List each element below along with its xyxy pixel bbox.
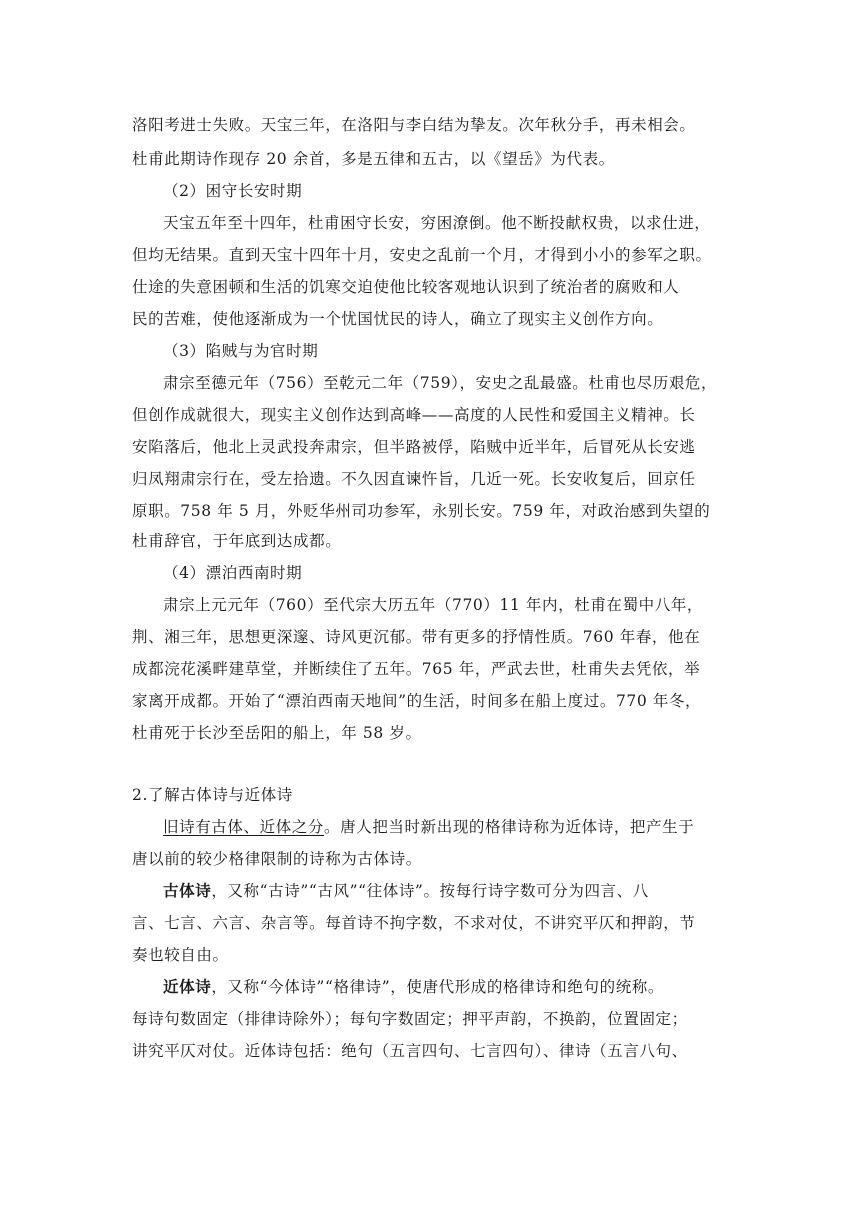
para-line — [163, 970, 664, 1004]
para-line: 天宝五年至十四年，杜甫困守长安，穷困潦倒。他不断投献权贵，以求仕进， — [163, 214, 711, 232]
section-title: 2.了解古体诗与近体诗 — [132, 786, 293, 804]
underlined-phrase: 旧诗有古体、近体之分 — [163, 818, 325, 836]
para-line: 洛阳考进士失败。天宝三年，在洛阳与李白结为挚友。次年秋分手，再未相会。 — [132, 116, 696, 134]
subheading-4: （4）漂泊西南时期 — [163, 564, 303, 582]
para-line: 杜甫此期诗作现存 20 余首，多是五律和五古，以《望岳》为代表。 — [132, 150, 615, 168]
para-line: 每诗句数固定（排律诗除外）；每句字数固定；押平声韵，不换韵，位置固定； — [132, 1010, 688, 1028]
para-line: 杜甫辞官，于年底到达成都。 — [132, 532, 342, 550]
para-line: 安陷落后，他北上灵武投奔肃宗，但半路被俘，陷贼中近半年，后冒死从长安逃 — [132, 438, 696, 456]
para-line — [163, 810, 694, 844]
para-line: 唐以前的较少格律限制的诗称为古体诗。 — [132, 850, 422, 868]
para-line: 言、七言、六言、杂言等。每首诗不拘字数，不求对仗，不讲究平仄和押韵，节 — [132, 914, 696, 932]
para-line: 但创作成就很大，现实主义创作达到高峰——高度的人民性和爱国主义精神。长 — [132, 406, 696, 424]
para-line: 成都浣花溪畔建草堂，并断续住了五年。765 年，严武去世，杜甫失去凭依，举 — [132, 660, 701, 678]
para-line: 民的苦难，使他逐渐成为一个忧国忧民的诗人，确立了现实主义创作方向。 — [132, 310, 664, 328]
para-line — [163, 874, 649, 908]
para-line: 肃宗至德元年（756）至乾元二年（759），安史之乱最盛。杜甫也尽历艰危， — [163, 374, 718, 392]
para-line: 讲究平仄对仗。近体诗包括：绝句（五言四句、七言四句）、律诗（五言八句、 — [132, 1042, 688, 1060]
para-text: ，又称“古诗”“古风”“往体诗”。按每行诗字数可分为四言、八 — [211, 882, 649, 900]
para-line: 杜甫死于长沙至岳阳的船上，年 58 岁。 — [132, 724, 422, 742]
term-gutishi: 古体诗 — [163, 881, 212, 900]
subheading-3: （3）陷贼与为官时期 — [163, 342, 319, 360]
subheading-2: （2）困守长安时期 — [163, 182, 303, 200]
para-line: 仕途的失意困顿和生活的饥寒交迫使他比较客观地认识到了统治者的腐败和人 — [132, 278, 680, 296]
para-line: 奏也较自由。 — [132, 946, 229, 964]
para-line: 原职。758 年 5 月，外贬华州司功参军，永别长安。759 年，对政治感到失望的 — [132, 502, 711, 520]
para-line: 归凤翔肃宗行在，受左拾遗。不久因直谏忤旨，几近一死。长安收复后，回京任 — [132, 470, 696, 488]
para-line: 家离开成都。开始了“漂泊西南天地间”的生活，时间多在船上度过。770 年冬， — [132, 692, 702, 710]
para-line: 肃宗上元元年（760）至代宗大历五年（770）11 年内，杜甫在蜀中八年， — [163, 596, 704, 614]
term-jintishi: 近体诗 — [163, 977, 212, 996]
para-text: ，又称“今体诗”“格律诗”，使唐代形成的格律诗和绝句的统称。 — [211, 978, 665, 996]
para-text: 。唐人把当时新出现的格律诗称为近体诗，把产生于 — [324, 818, 695, 836]
para-line: 荆、湘三年，思想更深邃、诗风更沉郁。带有更多的抒情性质。760 年春，他在 — [132, 628, 701, 646]
para-line: 但均无结果。直到天宝十四年十月，安史之乱前一个月，才得到小小的参军之职。 — [132, 246, 712, 264]
